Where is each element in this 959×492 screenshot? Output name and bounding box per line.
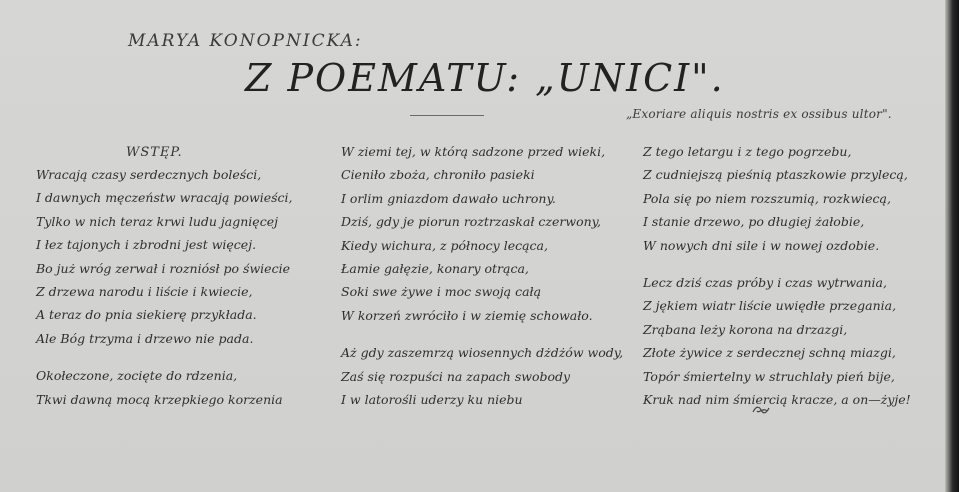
verse-line: Z jękiem wiatr liście uwiędłe przegania, (643, 298, 897, 314)
verse-line: Łamie gałęzie, konary otrąca, (341, 261, 529, 277)
poem-column-2 (341, 140, 623, 411)
verse-line: Z tego letargu i z tego pogrzebu, (643, 144, 852, 159)
verse-line: Kruk nad nim śmiercią kracze, a on—żyje! (643, 392, 911, 408)
verse-line: Aż gdy zaszemrzą wiosennych dżdżów wody, (341, 345, 624, 361)
verse-line: Zaś się rozpuści na zapach swobody (341, 368, 571, 384)
verse-line: Kiedy wichura, z północy lecąca, (341, 237, 548, 253)
verse-line: Soki swe żywe i moc swoją całą (341, 284, 542, 300)
verse-line: Z cudniejszą pieśnią ptaszkowie przylecą, (643, 167, 908, 183)
stanza-break (36, 350, 293, 364)
poem-column-1 (36, 163, 293, 411)
verse-line: Zrąbana leży korona na drzazgi, (643, 321, 848, 337)
verse-line: Z drzewa narodu i liście i kwiecie, (36, 284, 253, 300)
verse-line: I orlim gniazdom dawało uchrony. (341, 190, 556, 206)
verse-line: W ziemi tej, w którą sadzone przed wieki, (341, 144, 606, 159)
verse-line: A teraz do pnia siekierę przykłada. (36, 307, 257, 323)
poem-title: Z POEMATU: „UNICI". (245, 56, 725, 100)
verse-line: Dziś, gdy je piorun roztrzaskał czerwony, (341, 214, 602, 230)
verse-line: Lecz dziś czas próby i czas wytrwania, (643, 275, 887, 291)
verse-line: Bo już wróg zerwał i rozniósł po świecie (36, 260, 290, 276)
verse-line: Cieniło zboża, chroniło pasieki (341, 167, 535, 183)
verse-line: Wracają czasy serdecznych boleści, (36, 167, 262, 182)
verse-line: Złote żywice z serdecznej schną miazgi, (643, 345, 896, 361)
flourish-ornament-icon (751, 404, 773, 416)
verse-line: I stanie drzewo, po długiej żałobie, (643, 214, 865, 230)
section-heading: WSTĘP. (126, 145, 183, 160)
verse-line: Ale Bóg trzyma i drzewo nie pada. (36, 330, 254, 346)
stanza-break (341, 327, 623, 341)
verse-line: I w latorośli uderzy ku niebu (341, 392, 523, 408)
verse-line: I dawnych męczeństw wracają powieści, (36, 190, 293, 206)
verse-line: W nowych dni sile i w nowej ozdobie. (643, 237, 880, 253)
verse-line: Okołeczone, zocięte do rdzenia, (36, 368, 238, 384)
epigraph: „Exoriare aliquis nostris ex ossibus ultor". (626, 107, 892, 121)
verse-line: Tylko w nich teraz krwi ludu jagnięcej (36, 213, 278, 229)
poem-column-3 (643, 140, 911, 411)
verse-line: Topór śmiertelny w struchlały pień bije, (643, 368, 895, 384)
verse-line: W korzeń zwróciło i w ziemię schowało. (341, 307, 593, 323)
page-edge-shadow (945, 0, 959, 492)
title-divider (410, 115, 484, 116)
verse-line: Tkwi dawną mocą krzepkiego korzenia (36, 391, 283, 407)
verse-line: Pola się po niem rozszumią, rozkwiecą, (643, 190, 891, 206)
verse-line: I łez tajonych i zbrodni jest więcej. (36, 237, 257, 253)
author-name: MARYA KONOPNICKA: (128, 31, 363, 51)
stanza-break (643, 257, 911, 271)
